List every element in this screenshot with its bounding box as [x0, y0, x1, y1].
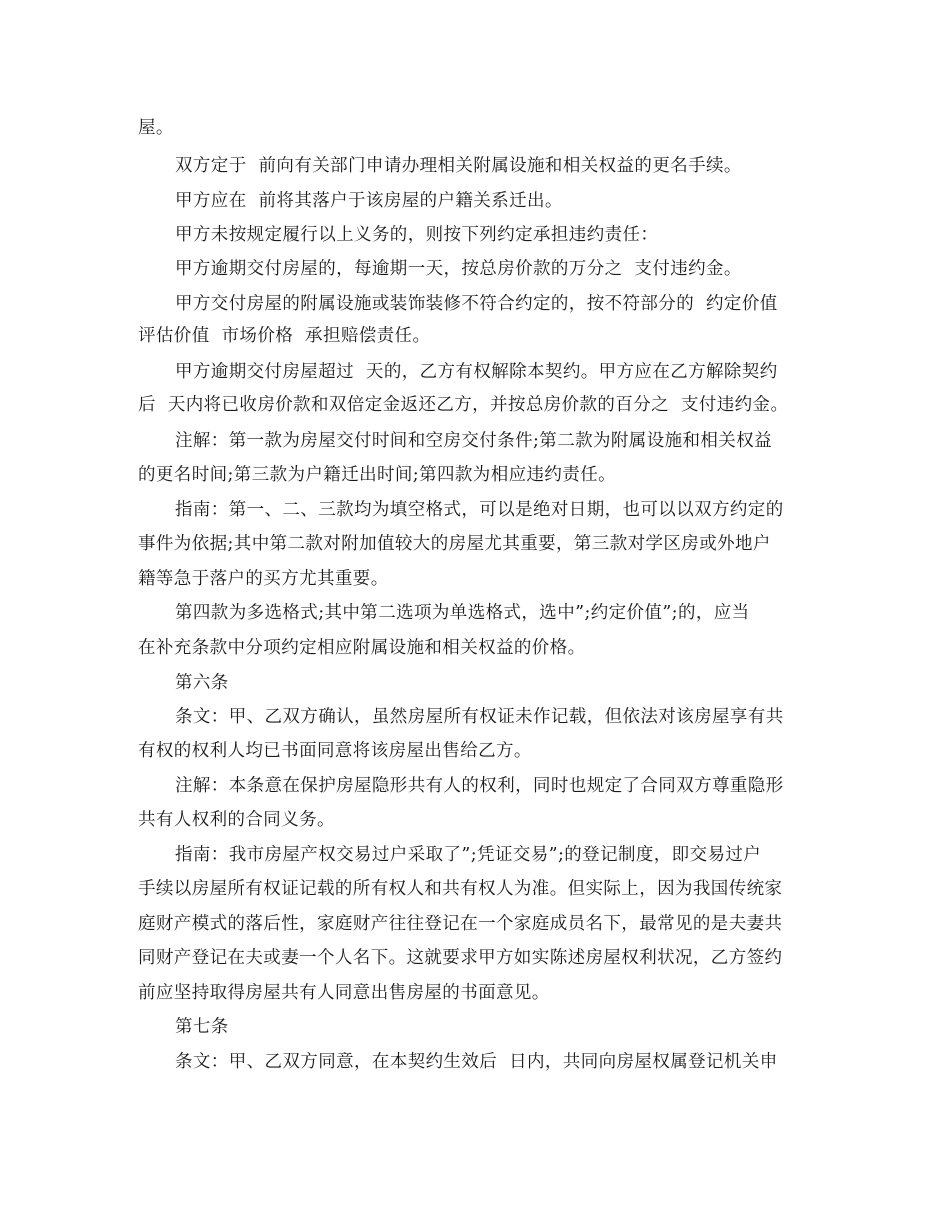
body-line-5: 甲方逾期交付房屋的，每逾期一天，按总房价款的万分之 支付违约金。	[175, 259, 742, 279]
body-line-12: 指南：第一、二、三款均为填空格式，可以是绝对日期，也可以以双方约定的	[175, 500, 784, 520]
body-line-28: 条文：甲、乙双方同意，在本契约生效后 日内，共同向房屋权属登记机关申	[175, 1052, 778, 1072]
body-line-11: 的更名时间;第三款为户籍迁出时间;第四款为相应违约责任。	[138, 465, 616, 485]
body-line-2: 双方定于 前向有关部门申请办理相关附属设施和相关权益的更名手续。	[175, 156, 742, 176]
body-line-1: 屋。	[138, 118, 174, 138]
article-heading-7: 第七条	[175, 1017, 229, 1037]
body-line-3: 甲方应在 前将其落户于该房屋的户籍关系迁出。	[175, 191, 563, 211]
body-line-9: 后 天内将已收房价款和双倍定金返还乙方，并按总房价款的百分之 支付违约金。	[138, 395, 789, 415]
body-line-10: 注解：第一款为房屋交付时间和空房交付条件;第二款为附属设施和相关权益	[175, 431, 772, 451]
body-line-20: 注解：本条意在保护房屋隐形共有人的权利，同时也规定了合同双方尊重隐形	[175, 776, 784, 796]
body-line-21: 共有人权利的合同义务。	[138, 810, 335, 830]
body-line-14: 籍等急于落户的买方尤其重要。	[138, 569, 389, 589]
body-line-25: 同财产登记在夫或妻一个人名下。这就要求甲方如实陈述房屋权利状况，乙方签约	[138, 948, 783, 968]
article-heading-6: 第六条	[175, 673, 229, 693]
body-line-7: 评估价值 市场价格 承担赔偿责任。	[138, 326, 431, 346]
body-line-26: 前应坚持取得房屋共有人同意出售房屋的书面意见。	[138, 983, 550, 1003]
body-line-6: 甲方交付房屋的附属设施或装饰装修不符合约定的，按不符部分的 约定价值	[175, 294, 778, 314]
body-line-8: 甲方逾期交付房屋超过 天的，乙方有权解除本契约。甲方应在乙方解除契约	[175, 362, 778, 382]
body-line-23: 手续以房屋所有权证记载的所有权人和共有权人为准。但实际上，因为我国传统家	[138, 879, 783, 899]
body-line-4: 甲方未按规定履行以上义务的，则按下列约定承担违约责任：	[175, 225, 659, 245]
body-line-24: 庭财产模式的落后性，家庭财产往往登记在一个家庭成员名下，最常见的是夫妻共	[138, 914, 783, 934]
body-line-16: 在补充条款中分项约定相应附属设施和相关权益的价格。	[138, 638, 586, 658]
body-line-19: 有权的权利人均已书面同意将该房屋出售给乙方。	[138, 741, 532, 761]
body-line-22: 指南：我市房屋产权交易过户采取了”;凭证交易”;的登记制度，即交易过户	[175, 845, 762, 865]
body-line-15: 第四款为多选格式;其中第二选项为单选格式，选中”;约定价值”;的，应当	[175, 603, 750, 623]
body-line-13: 事件为依据;其中第二款对附加值较大的房屋尤其重要，第三款对学区房或外地户	[138, 534, 771, 554]
body-line-18: 条文：甲、乙双方确认，虽然房屋所有权证未作记载，但依法对该房屋享有共	[175, 707, 784, 727]
